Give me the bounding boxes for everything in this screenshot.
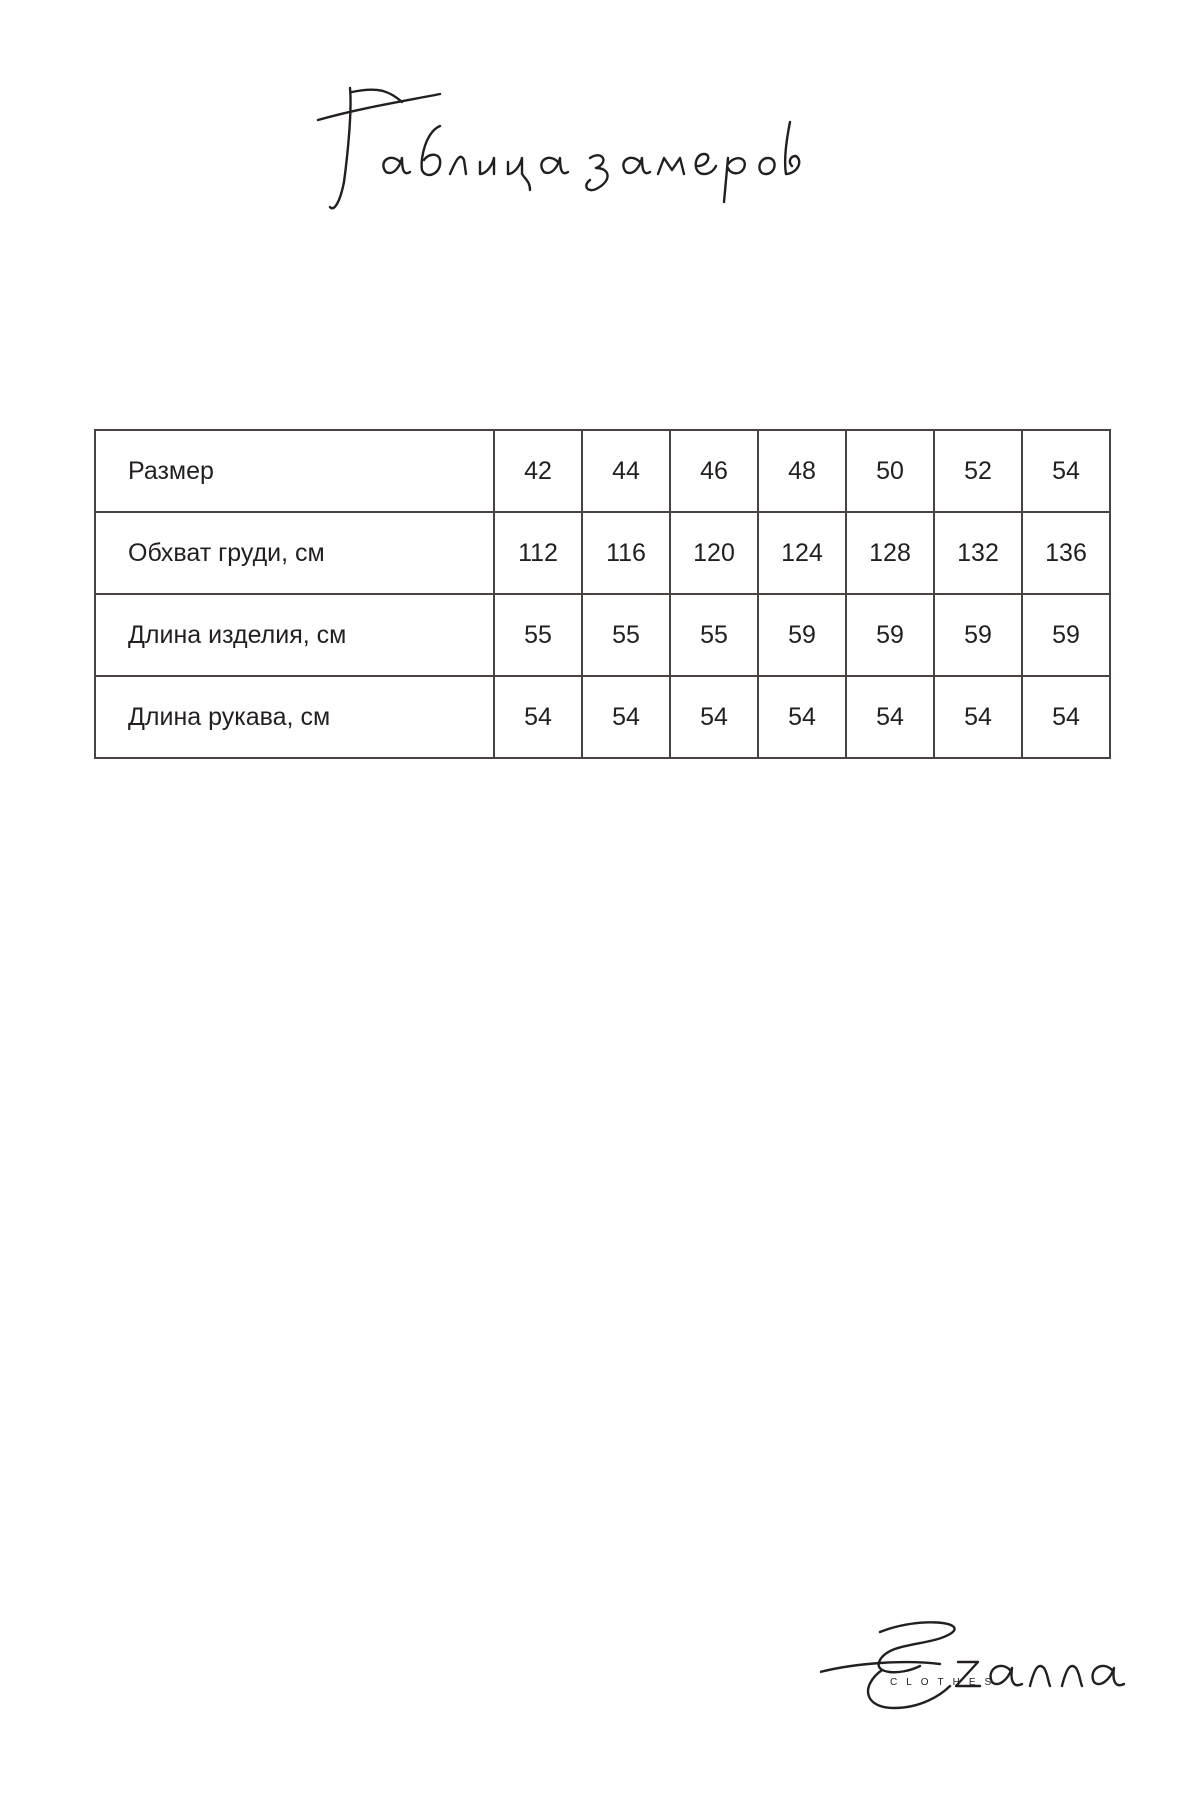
table-row bbox=[95, 512, 1110, 594]
table-cell: 128 bbox=[846, 512, 934, 594]
table-cell: 59 bbox=[846, 594, 934, 676]
brand-logo bbox=[820, 1612, 1140, 1722]
row-label: Размер bbox=[95, 430, 494, 512]
table-cell: 120 bbox=[670, 512, 758, 594]
table-cell: 54 bbox=[1022, 676, 1110, 758]
table-cell: 54 bbox=[494, 676, 582, 758]
table-cell: 59 bbox=[1022, 594, 1110, 676]
table-cell: 55 bbox=[494, 594, 582, 676]
table-cell: 116 bbox=[582, 512, 670, 594]
table-cell: 54 bbox=[758, 676, 846, 758]
row-label: Длина изделия, см bbox=[95, 594, 494, 676]
table-row bbox=[95, 676, 1110, 758]
row-label: Длина рукава, см bbox=[95, 676, 494, 758]
table-cell: 55 bbox=[582, 594, 670, 676]
size-table bbox=[94, 429, 1111, 759]
table-cell: 54 bbox=[1022, 430, 1110, 512]
table-cell: 48 bbox=[758, 430, 846, 512]
brand-logo-script bbox=[820, 1612, 1140, 1722]
table-cell: 52 bbox=[934, 430, 1022, 512]
table-cell: 124 bbox=[758, 512, 846, 594]
table-cell: 42 bbox=[494, 430, 582, 512]
table-cell: 112 bbox=[494, 512, 582, 594]
brand-tagline: CLOTHES bbox=[890, 1677, 1001, 1688]
table-row bbox=[95, 430, 1110, 512]
table-cell: 132 bbox=[934, 512, 1022, 594]
table-cell: 54 bbox=[934, 676, 1022, 758]
table-cell: 46 bbox=[670, 430, 758, 512]
table-cell: 59 bbox=[934, 594, 1022, 676]
table-cell: 50 bbox=[846, 430, 934, 512]
table-cell: 55 bbox=[670, 594, 758, 676]
table-row bbox=[95, 594, 1110, 676]
table-cell: 54 bbox=[670, 676, 758, 758]
page-title bbox=[0, 62, 1200, 232]
table-cell: 54 bbox=[582, 676, 670, 758]
table-cell: 54 bbox=[846, 676, 934, 758]
table-cell: 44 bbox=[582, 430, 670, 512]
table-cell: 136 bbox=[1022, 512, 1110, 594]
table-cell: 59 bbox=[758, 594, 846, 676]
row-label: Обхват груди, см bbox=[95, 512, 494, 594]
page-title-script bbox=[290, 62, 910, 232]
